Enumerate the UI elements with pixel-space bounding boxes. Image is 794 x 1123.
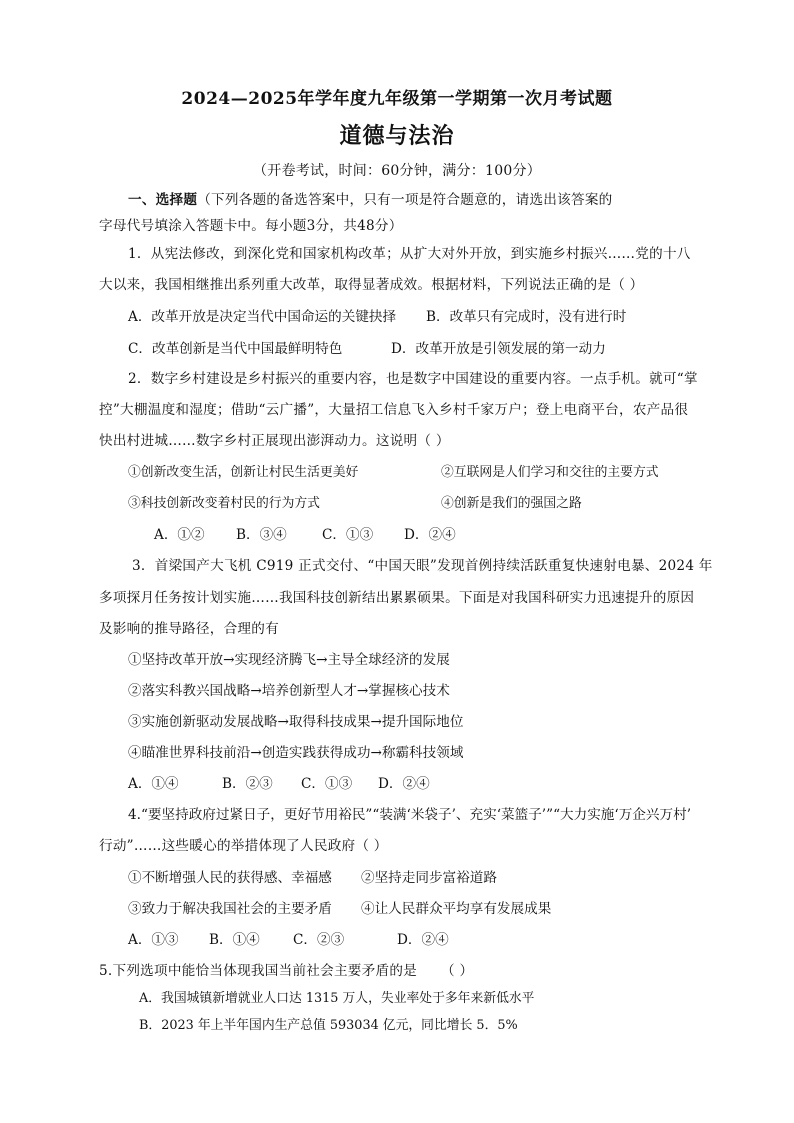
q4-statement-1: ①不断增强人民的获得感、幸福感 <box>128 870 332 886</box>
q2-option-a: A．①② <box>154 527 205 543</box>
q3-option-d: D．②④ <box>378 776 430 792</box>
q4-option-b: B．①④ <box>209 932 260 948</box>
q1-stem-line1: 1．从宪法修改，到深化党和国家机构改革；从扩大对外开放，到实施乡村振兴……党的十八 <box>128 246 691 262</box>
q5-option-b: B．2023 年上半年国内生产总值 593034 亿元，同比增长 5．5% <box>139 1018 518 1033</box>
q1-stem-line2: 大以来，我国相继推出系列重大改革，取得显著成效。根据材料，下列说法正确的是（ ） <box>99 277 644 293</box>
q4-stem-line2: 行动”……这些暖心的举措体现了人民政府（ ） <box>99 838 388 854</box>
q3-statement-2: ②落实科教兴国战略→培养创新型人才→掌握核心技术 <box>128 683 450 699</box>
section1-instruction-line1 <box>128 190 613 210</box>
q1-option-d: D．改革开放是引领发展的第一动力 <box>391 341 606 357</box>
q2-statement-3: ③科技创新改变着村民的行为方式 <box>128 496 320 511</box>
q1-option-b: B．改革只有完成时，没有进行时 <box>426 309 627 325</box>
q3-statement-3: ③实施创新驱动发展战略→取得科技成果→提升国际地位 <box>128 714 464 730</box>
exam-title: 2024—2025年学年度九年级第一学期第一次月考试题 <box>181 89 613 109</box>
q4-stem-line1: 4.“要坚持政府过紧日子，更好节用裕民”“装满‘米袋子’、充实‘菜篮子’”“大力实施‘万企兴万村’ <box>128 807 692 823</box>
q4-option-a: A．①③ <box>128 932 179 948</box>
q3-option-c: C．①③ <box>301 776 353 792</box>
q4-option-c: C．②③ <box>293 932 345 948</box>
q3-stem-line3: 及影响的推导路径，合理的有 <box>99 621 279 637</box>
q2-statement-1: ①创新改变生活，创新让村民生活更美好 <box>128 465 359 480</box>
q1-option-a: A．改革开放是决定当代中国命运的关键抉择 <box>128 309 397 325</box>
q3-option-a: A．①④ <box>128 776 179 792</box>
section1-instruction-a: （下列各题的备选答案中，只有一项是符合题意的，请选出该答案的 <box>197 192 613 208</box>
q1-option-c: C．改革创新是当代中国最鲜明特色 <box>128 341 343 357</box>
q2-stem-line3: 快出村进城……数字乡村正展现出澎湃动力。这说明（ ） <box>99 433 450 449</box>
q3-statement-4: ④瞄准世界科技前沿→创造实践获得成功→称霸科技领域 <box>128 745 464 761</box>
q3-stem-line1: 3．首梁国产大飞机 C919 正式交付、“中国天眼”发现首例持续活跃重复快速射电暴、2024 年 <box>132 558 713 574</box>
q3-stem-line2: 多项探月任务按计划实施……我国科技创新结出累累硕果。下面是对我国科研实力迅速提升的原因 <box>99 590 695 606</box>
q3-statement-1: ①坚持改革开放→实现经济腾飞→主导全球经济的发展 <box>128 652 450 668</box>
section1-heading: 一、选择题 <box>128 192 198 208</box>
q2-option-d: D．②④ <box>404 527 456 543</box>
q2-option-c: C．①③ <box>322 527 374 543</box>
q5-answer-paren: （ ） <box>441 963 474 979</box>
subject-title: 道德与法治 <box>339 123 455 149</box>
q2-option-b: B．③④ <box>236 527 287 543</box>
exam-info: （开卷考试，时间：60分钟，满分：100分） <box>252 163 542 179</box>
q2-stem-line1: 2．数字乡村建设是乡村振兴的重要内容，也是数字中国建设的重要内容。一点手机。就可“掌 <box>128 371 698 387</box>
q4-statement-3: ③致力于解决我国社会的主要矛盾 <box>128 901 332 917</box>
q3-option-b: B．②③ <box>222 776 273 792</box>
q5-stem <box>99 961 473 981</box>
q5-stem-text: 5.下列选项中能恰当体现我国当前社会主要矛盾的是 <box>99 963 418 979</box>
q2-stem-line2: 控”大棚温度和湿度；借助“云广播”，大量招工信息飞入乡村千家万户；登上电商平台，农产品很 <box>99 402 689 418</box>
q4-option-d: D．②④ <box>397 932 449 948</box>
q4-statement-4: ④让人民群众平均享有发展成果 <box>361 901 552 917</box>
section1-instruction-line2: 字母代号填涂入答题卡中。每小题3分，共48分） <box>99 218 403 234</box>
q2-statement-4: ④创新是我们的强国之路 <box>441 496 582 511</box>
q2-statement-2: ②互联网是人们学习和交往的主要方式 <box>441 465 659 480</box>
q4-statement-2: ②坚持走同步富裕道路 <box>361 870 497 886</box>
q5-option-a: A．我国城镇新增就业人口达 1315 万人，失业率处于多年来新低水平 <box>139 991 535 1006</box>
